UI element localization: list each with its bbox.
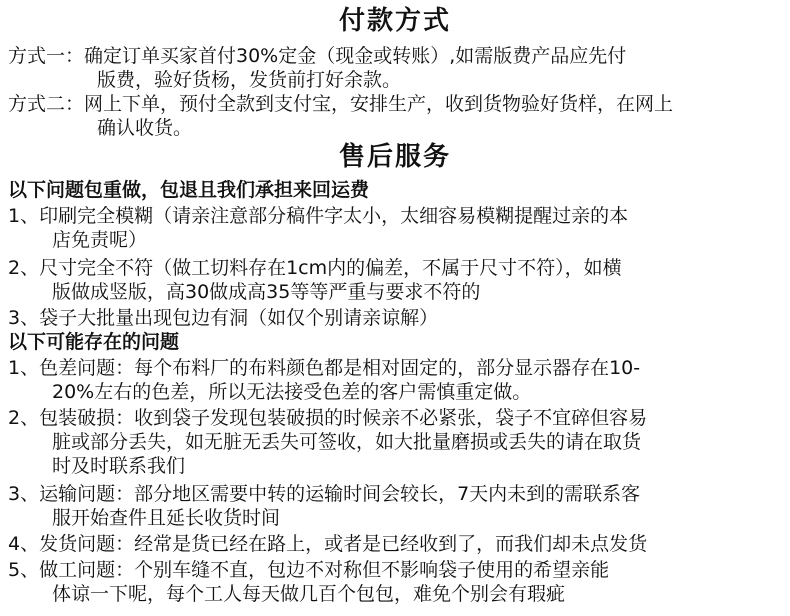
section2-item2-line1: 2、包装破损：收到袋子发现包装破损的时候亲不必紧张，袋子不宜碎但容易: [8, 407, 648, 429]
payment-method1-line2: 版费，验好货杨，发货前打好余款。: [97, 69, 402, 91]
after-sales-title: 售后服务: [338, 142, 451, 172]
section1-item3-line1: 3、袋子大批量出现包边有洞（如仅个别请亲谅解）: [8, 307, 439, 329]
section1-item2-line1: 2、尺寸完全不符（做工切料存在1cm内的偏差，不属于尺寸不符），如横: [8, 257, 622, 279]
payment-method2-line2: 确认收货。: [97, 117, 193, 139]
section1-item1-line1: 1、印刷完全模糊（请亲注意部分稿件字太小，太细容易模糊提醒过亲的本: [8, 205, 629, 227]
section2-item2-line2: 脏或部分丢失，如无脏无丢失可签收，如大批量磨损或丢失的请在取货: [52, 431, 642, 453]
section2-item1-line1: 1、色差问题：每个布料厂的布料颜色都是相对固定的，部分显示器存在10-: [8, 357, 641, 379]
section2-item1-line2: 20%左右的色差，所以无法接受色差的客户需慎重定做。: [52, 381, 532, 403]
payment-method1-line1: 方式一：确定订单买家首付30%定金（现金或转账）,如需版费产品应先付: [8, 45, 627, 67]
payment-method2-line1: 方式二：网上下单，预付全款到支付宝，安排生产，收到货物验好货样，在网上: [8, 93, 674, 115]
section2-item3-line1: 3、运输问题：部分地区需要中转的运输时间会较长，7天内未到的需联系客: [8, 483, 641, 505]
section1-item1-line2: 店免责呢）: [52, 229, 148, 251]
payment-title: 付款方式: [338, 6, 451, 36]
section2-item4-line1: 4、发货问题：经常是货已经在路上，或者是已经收到了，而我们却未点发货: [8, 533, 648, 555]
section2-item5-line2: 体谅一下呢，每个工人每天做几百个包包，难免个别会有瑕疵: [52, 583, 566, 605]
section2-heading: 以下可能存在的问题: [8, 331, 180, 353]
section1-item2-line2: 版做成竖版，高30做成高35等等严重与要求不符的: [52, 281, 481, 303]
section2-item2-line3: 时及时联系我们: [52, 455, 186, 477]
section2-item5-line1: 5、做工问题：个别车缝不直，包边不对称但不影响袋子使用的希望亲能: [8, 559, 610, 581]
section1-heading: 以下问题包重做，包退且我们承担来回运费: [8, 179, 370, 201]
section2-item3-line2: 服开始查件且延长收货时间: [52, 507, 281, 529]
